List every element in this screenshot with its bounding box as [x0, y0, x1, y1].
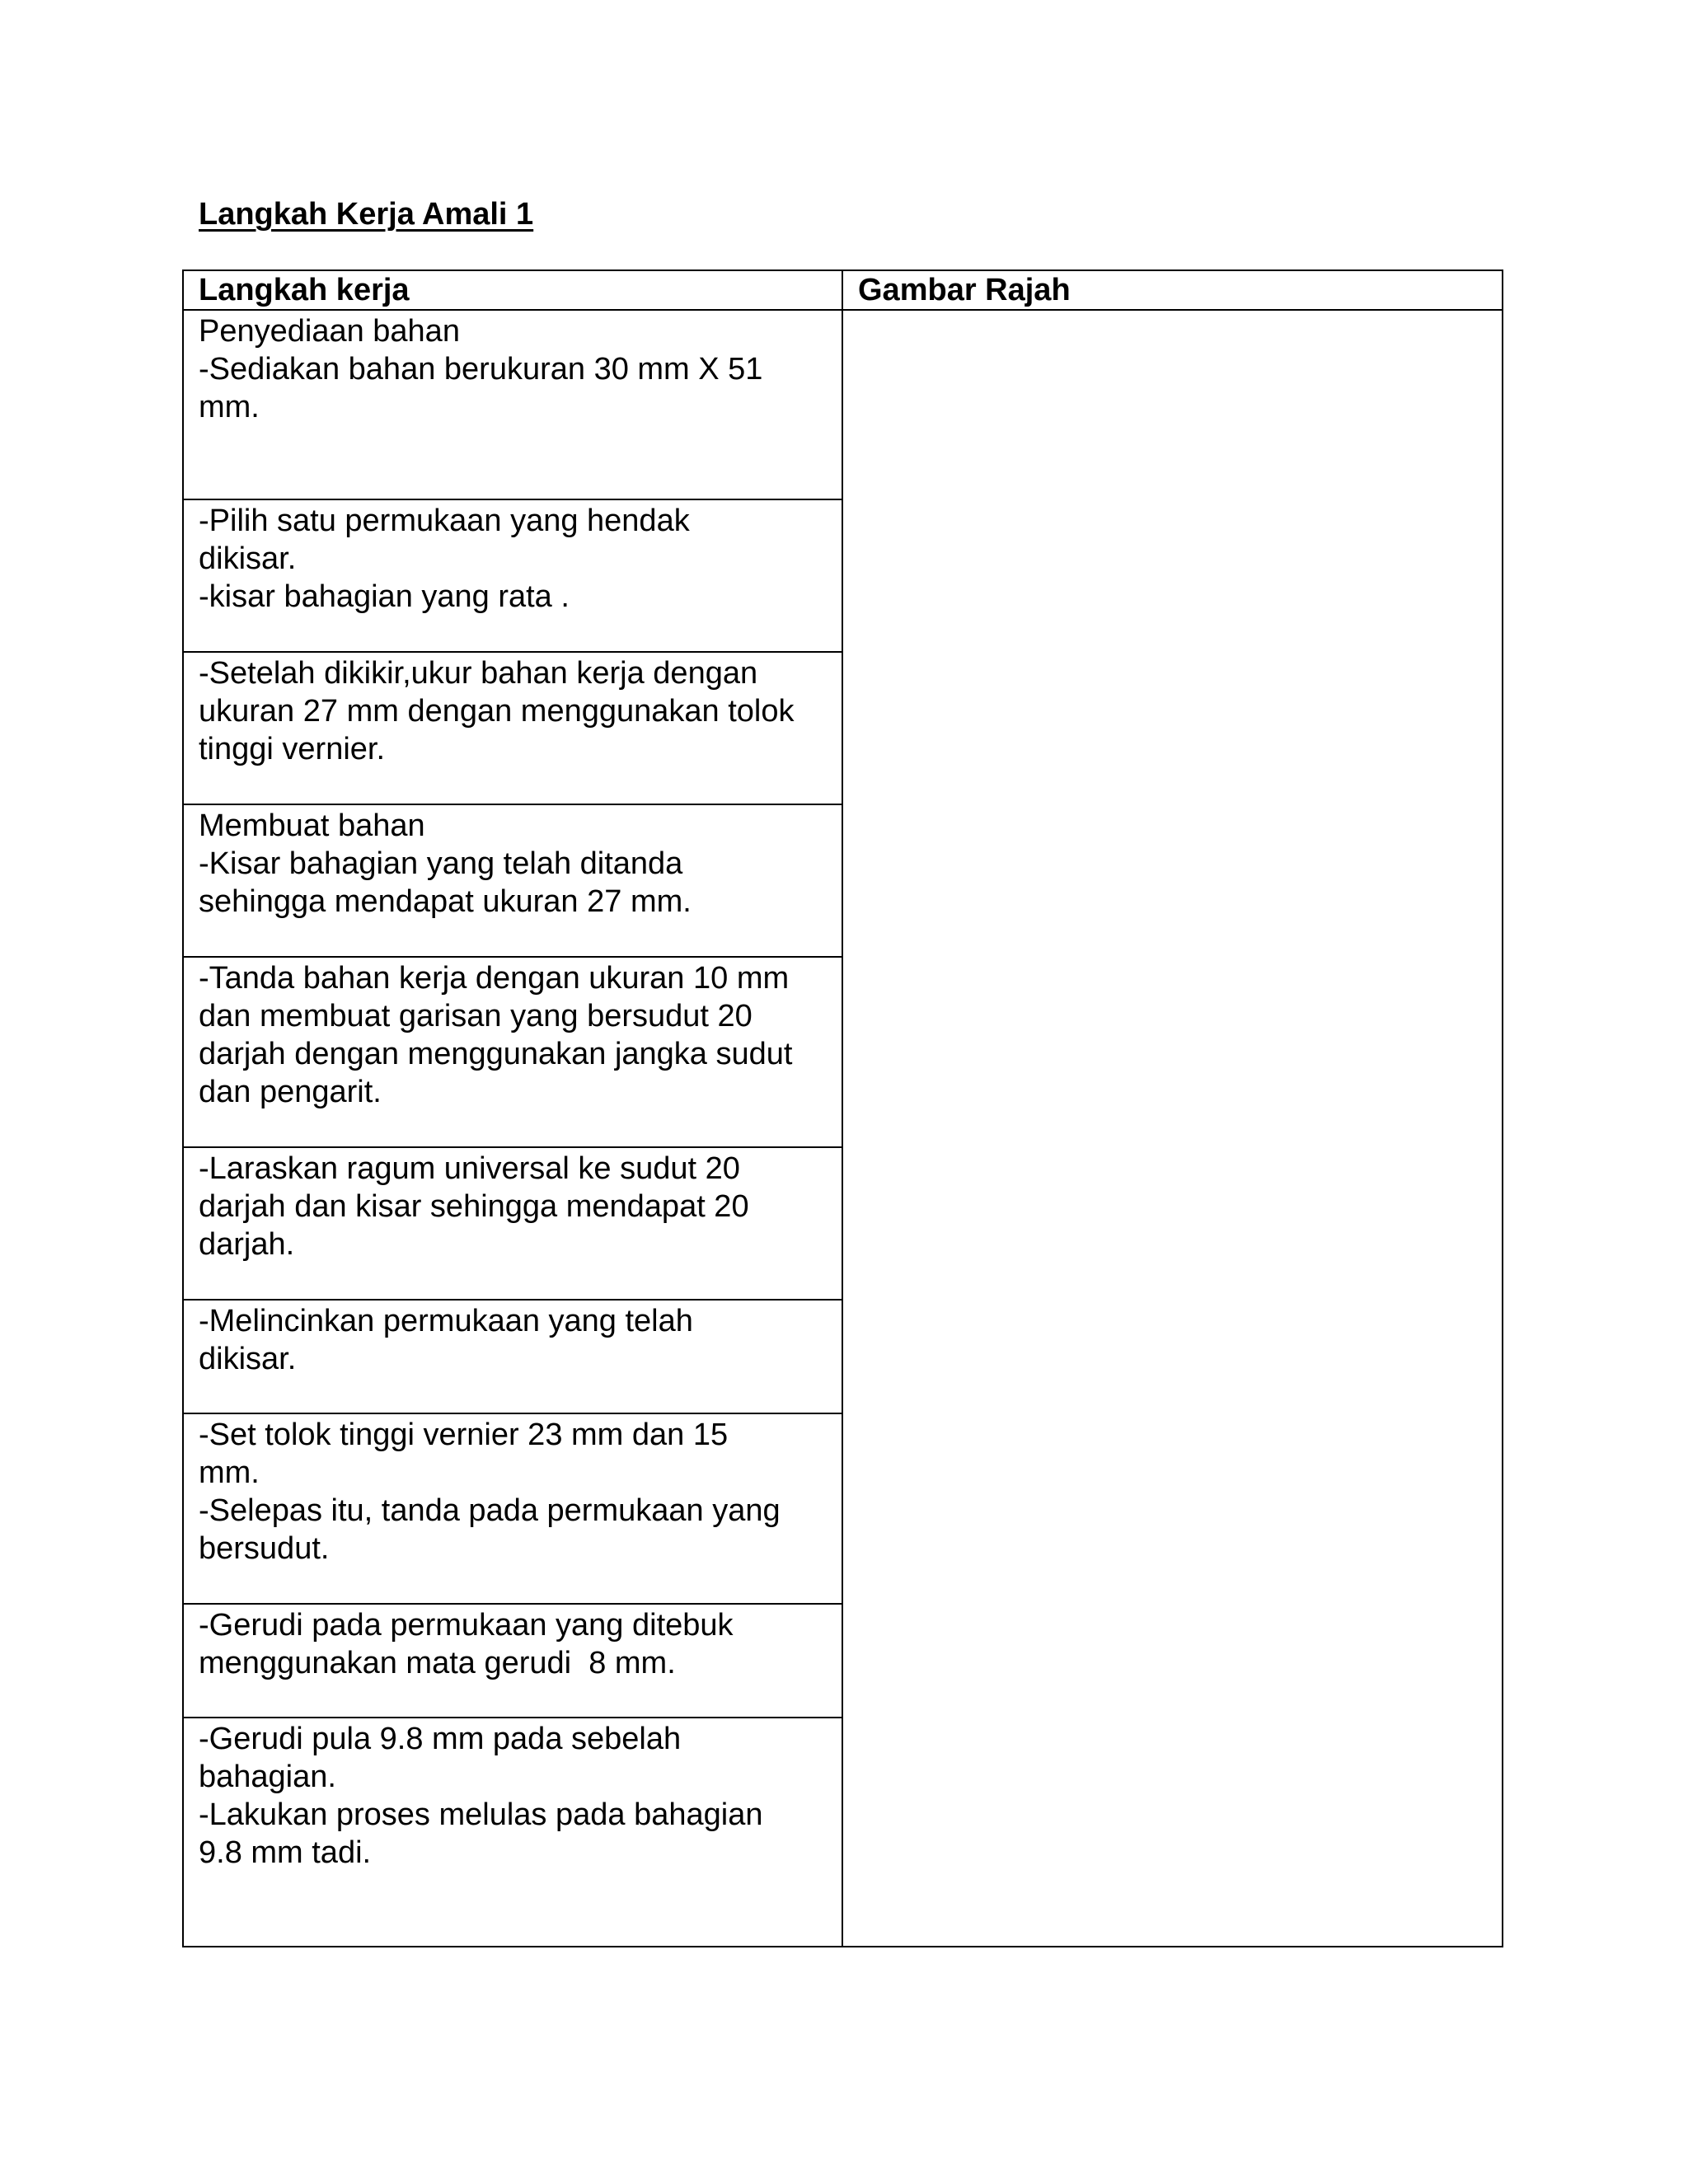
step-line: -Gerudi pada permukaan yang ditebuk [199, 1608, 734, 1643]
header-diagram: Gambar Rajah [842, 270, 1503, 310]
table-header-row [183, 270, 1503, 310]
step-line: dikisar. [199, 541, 297, 576]
step-line: -Setelah dikikir,ukur bahan kerja dengan [199, 656, 758, 691]
step-line: -kisar bahagian yang rata . [199, 579, 570, 614]
step-line: -Set tolok tinggi vernier 23 mm dan 15 [199, 1418, 729, 1452]
step-line: -Selepas itu, tanda pada permukaan yang [199, 1493, 781, 1528]
step-line: -Laraskan ragum universal ke sudut 20 [199, 1151, 740, 1186]
step-line: dikisar. [199, 1342, 297, 1376]
step-line: -Sediakan bahan berukuran 30 mm X 51 [199, 352, 763, 387]
step-line: Penyediaan bahan [199, 314, 460, 349]
step-line: 9.8 mm tadi. [199, 1835, 372, 1870]
step-line: bersudut. [199, 1531, 330, 1566]
step-line: menggunakan mata gerudi 8 mm. [199, 1646, 676, 1680]
step-line: dan membuat garisan yang bersudut 20 [199, 999, 753, 1033]
step-cell-9 [183, 1604, 842, 1718]
step-line: mm. [199, 390, 260, 424]
table-row [183, 310, 1503, 499]
step-line: darjah dengan menggunakan jangka sudut [199, 1037, 793, 1071]
step-line: -Lakukan proses melulas pada bahagian [199, 1797, 763, 1832]
step-line: bahagian. [199, 1760, 336, 1794]
work-steps-table [182, 269, 1503, 1947]
page-title: Langkah Kerja Amali 1 [199, 197, 534, 232]
step-line: tinggi vernier. [199, 732, 386, 766]
step-line: mm. [199, 1455, 260, 1490]
step-line: -Kisar bahagian yang telah ditanda [199, 846, 683, 881]
step-line: -Tanda bahan kerja dengan ukuran 10 mm [199, 961, 790, 996]
step-line: dan pengarit. [199, 1075, 382, 1109]
step-cell-6 [183, 1147, 842, 1300]
step-cell-2 [183, 499, 842, 652]
header-steps: Langkah kerja [183, 270, 842, 310]
step-line: darjah dan kisar sehingga mendapat 20 [199, 1189, 749, 1224]
step-line: sehingga mendapat ukuran 27 mm. [199, 884, 692, 919]
step-cell-1 [183, 310, 842, 499]
step-cell-3 [183, 652, 842, 804]
diagram-cell [842, 310, 1503, 1947]
step-cell-10 [183, 1718, 842, 1947]
step-cell-7 [183, 1300, 842, 1413]
step-cell-5 [183, 957, 842, 1147]
step-cell-4 [183, 804, 842, 957]
step-line: Membuat bahan [199, 808, 425, 843]
step-line: -Melincinkan permukaan yang telah [199, 1304, 693, 1338]
step-line: -Pilih satu permukaan yang hendak [199, 504, 690, 538]
step-line: ukuran 27 mm dengan menggunakan tolok [199, 694, 795, 729]
step-cell-8 [183, 1413, 842, 1604]
step-line: -Gerudi pula 9.8 mm pada sebelah [199, 1722, 682, 1756]
step-line: darjah. [199, 1227, 295, 1262]
